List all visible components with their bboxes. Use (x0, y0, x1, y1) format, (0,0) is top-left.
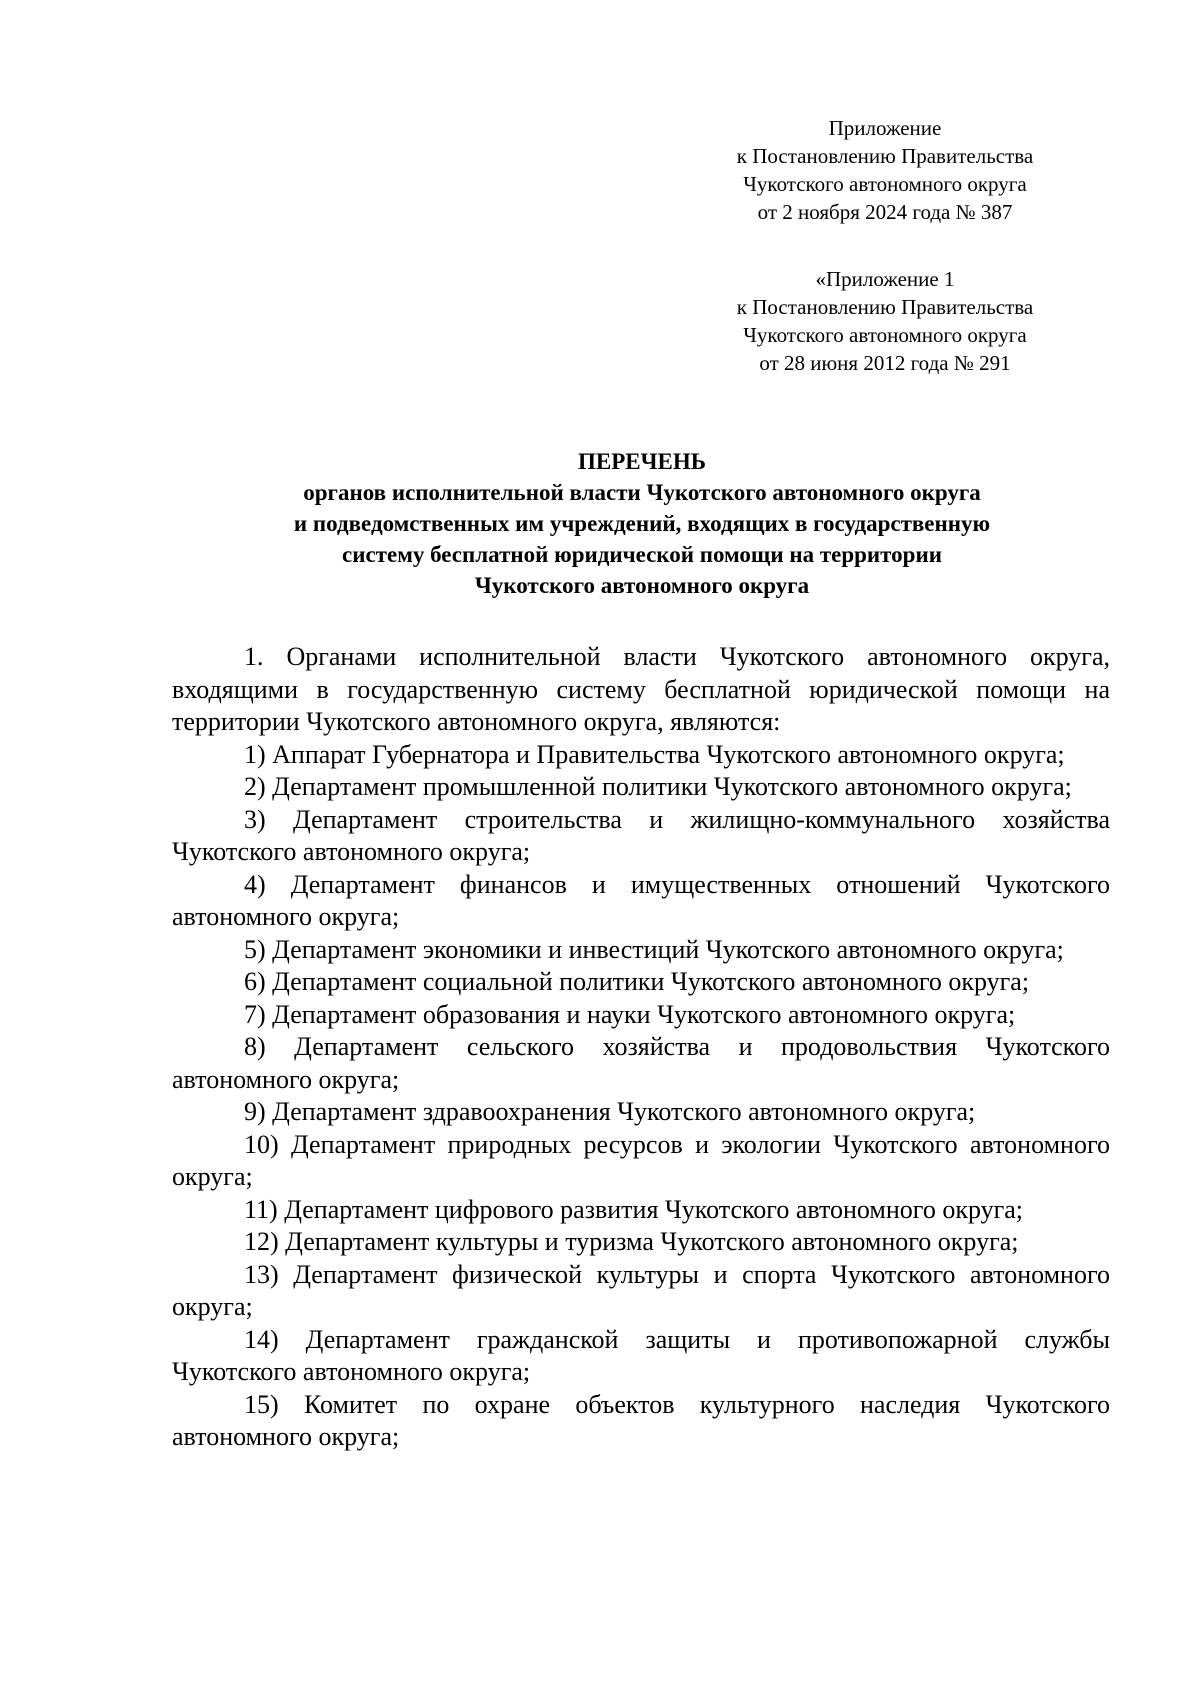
title-heading: ПЕРЕЧЕНЬ (578, 449, 706, 474)
list-item: 2) Департамент промышленной политики Чукотского автономного округа; (244, 772, 1072, 801)
title-line: органов исполнительной власти Чукотского автономного округа (303, 480, 981, 505)
list-item: 14) Департамент гражданской защиты и противопожарной службы Чукотского автономного округа; (172, 1324, 1110, 1386)
document-title (172, 446, 1112, 601)
document-body (172, 641, 1110, 1454)
list-item: 11) Департамент цифрового развития Чукотского автономного округа; (244, 1194, 1024, 1224)
appendix-reference-line: к Постановлению Правительства (736, 295, 1034, 319)
list-item: 12) Департамент культуры и туризма Чукотского автономного округа; (244, 1227, 1019, 1256)
appendix-header (700, 114, 1070, 226)
intro-paragraph: 1. Органами исполнительной власти Чукотского автономного округа, входящими в государственную систему бесплатной юридической помощи на территории Чукотского автономного округа, являются: (172, 642, 1110, 736)
appendix-header-line: от 2 ноября 2024 года № 387 (757, 200, 1013, 224)
list-item: 10) Департамент природных ресурсов и экологии Чукотского автономного округа; (172, 1129, 1110, 1191)
appendix-header-line: Приложение (828, 116, 942, 140)
title-line: Чукотского автономного округа (474, 573, 810, 598)
list-item: 4) Департамент финансов и имущественных отношений Чукотского автономного округа; (172, 869, 1110, 931)
list-item: 3) Департамент строительства и жилищно-коммунального хозяйства Чукотского автономного округа; (172, 804, 1110, 866)
appendix-reference (700, 265, 1070, 377)
list-item: 6) Департамент социальной политики Чукотского автономного округа; (244, 967, 1030, 996)
title-line: систему бесплатной юридической помощи на территории (342, 542, 942, 567)
appendix-reference-line: Чукотского автономного округа (743, 323, 1027, 347)
list-item: 5) Департамент экономики и инвестиций Чукотского автономного округа; (244, 934, 1064, 964)
appendix-header-line: к Постановлению Правительства (736, 144, 1034, 168)
list-item: 8) Департамент сельского хозяйства и продовольствия Чукотского автономного округа; (172, 1032, 1110, 1094)
appendix-reference-line: «Приложение 1 (815, 267, 955, 291)
appendix-reference-line: от 28 июня 2012 года № 291 (759, 351, 1011, 375)
title-line: и подведомственных им учреждений, входящих в государственную (293, 511, 991, 536)
list-item: 9) Департамент здравоохранения Чукотского автономного округа; (244, 1097, 976, 1126)
appendix-header-line: Чукотского автономного округа (743, 172, 1027, 196)
list-item: 15) Комитет по охране объектов культурного наследия Чукотского автономного округа; (172, 1389, 1110, 1451)
list-item: 7) Департамент образования и науки Чукотского автономного округа; (244, 999, 1016, 1029)
list-item: 1) Аппарат Губернатора и Правительства Чукотского автономного округа; (244, 739, 1065, 769)
list-item: 13) Департамент физической культуры и спорта Чукотского автономного округа; (172, 1259, 1110, 1321)
